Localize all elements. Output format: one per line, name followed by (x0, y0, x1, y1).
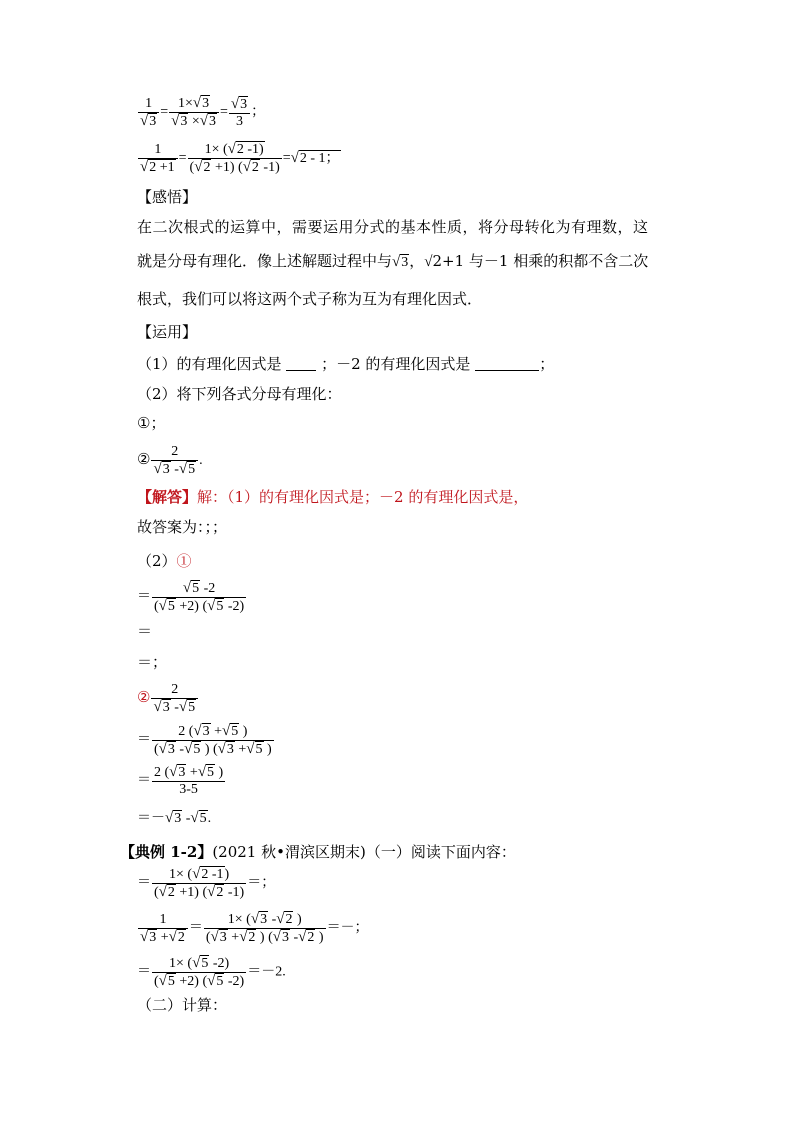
example-header (120, 843, 516, 861)
text: ； (539, 355, 555, 373)
yunyong-q2: （2）将下列各式分母有理化： (137, 385, 342, 403)
fraction: $\frac{2}{√3 -√5}$ (151, 682, 198, 716)
text: ， (409, 252, 425, 270)
answer-item2-step2 (137, 764, 226, 798)
text: . (199, 453, 203, 469)
text: ＝－ (137, 811, 165, 826)
answer-item2-result: ＝－√3 -√5. (137, 810, 212, 826)
answer-item2-step1 (137, 723, 275, 758)
fraction: $\frac{2}{√3 -√5}$ (151, 444, 198, 478)
circled-2: ② (137, 452, 151, 469)
denominator: 3 (209, 114, 217, 129)
answer-fill: 故答案为：；； (137, 518, 228, 536)
blank[interactable] (286, 370, 316, 371)
numerator: 2 (151, 682, 198, 699)
answer-label: 【解答】 (137, 488, 198, 506)
intro-eq1: $\frac{1}{√3}$ = $\frac{1\times√3}{√3 \times√3}$ = $\frac{√3}{3}$ ； (140, 95, 266, 129)
text: ＝； (247, 875, 276, 891)
example-line2: $\frac{1}{√3 +√2}$ ＝ $\frac{1\times (√3 -√2 )}{(√3 +√2 ) (√3 -√2 )}$ ＝－； (140, 911, 369, 945)
example-part2: （二）计算： (137, 996, 228, 1014)
text: ＝－； (326, 920, 369, 936)
fraction: $\frac{2 (√3 +√5 )}{(√3 -√5 ) (√3 +√5 )}$ (154, 723, 272, 757)
denominator: 2 +1 (149, 159, 175, 175)
yunyong-title: 【运用】 (137, 323, 198, 341)
example-source: (2021 秋•渭滨区期末)（一）阅读下面内容： (212, 843, 516, 861)
numerator: 3 (240, 96, 248, 112)
result: 2 - 1； (299, 150, 340, 166)
fraction: $\frac{1\times√3}{√3 \times√3}$ (169, 95, 219, 130)
equals: ＝ (137, 589, 151, 605)
answer-line (137, 488, 528, 506)
fraction: $\frac{1\times (√2 -1)}{(√2 +1) (√2 -1)}$ (189, 141, 280, 175)
denominator: 3 (180, 114, 188, 129)
fraction: $\frac{1\times (√5 -2)}{(√5 +2) (√5 -2)}$ (154, 955, 245, 989)
answer-text: 解：（1）的有理化因式是；－2 的有理化因式是， (197, 488, 529, 506)
fraction: $\frac{1}{√3 +√2}$ (138, 912, 188, 946)
example-line1: ＝ $\frac{1\times (√2 -1)}{(√2 +1) (√2 -1)}$ ＝； (137, 866, 276, 900)
text: （2） (137, 552, 177, 570)
answer-item2 (137, 682, 199, 716)
denominator: 3 (149, 113, 157, 129)
ganwu-p1: 在二次根式的运算中，需要运用分式的基本性质，将分母转化为有理数，这 (137, 218, 649, 236)
ganwu-title: 【感悟】 (137, 188, 198, 206)
circled-1: ① (176, 552, 192, 570)
example-line3: ＝ $\frac{1\times (√5 -2)}{(√5 +2) (√5 -2)}$ ＝－2. (137, 955, 286, 989)
fraction: $\frac{√5 -2}{(√5 +2) (√5 -2)}$ (154, 580, 245, 614)
fraction: $\frac{1}{√2 +1}$ (138, 142, 178, 176)
numerator: 1× (178, 96, 193, 111)
yunyong-item1: ①； (137, 414, 166, 432)
text: 2+1 与－1 相乘的积都不含二次 (432, 252, 649, 270)
answer-step3: ＝； (137, 653, 168, 671)
intro-eq2: $\frac{1}{√2 +1}$ = $\frac{1\times (√2 -1)}{(√2 +1) (√2 -1)}$ =√2 - 1； (140, 141, 340, 175)
fraction: $\frac{1\times (√3 -√2 )}{(√3 +√2 ) (√3 -√2 )}$ (205, 911, 324, 945)
example-label: 【典例 1-2】 (120, 843, 213, 861)
equals: ＝ (137, 732, 151, 748)
denominator: 3-5 (179, 782, 198, 797)
fraction: $\frac{2 (√3 +√5 )}{3-5}$ (154, 764, 224, 797)
text: （1）的有理化因式是 (137, 355, 282, 373)
fraction: $\frac{1\times (√2 -1)}{(√2 +1) (√2 -1)}$ (154, 866, 245, 900)
fraction: $\frac{√3}{3}$ (229, 96, 250, 130)
numerator: 2 (151, 444, 198, 461)
text: ＝－2. (247, 964, 286, 980)
text: ；－2 的有理化因式是 (321, 355, 471, 373)
denominator: ( (189, 160, 195, 175)
numerator: 1 (138, 142, 178, 159)
numerator: 1× ( (204, 142, 228, 157)
ganwu-p3: 根式，我们可以将这两个式子称为互为有理化因式． (137, 290, 483, 308)
circled-2: ② (137, 690, 151, 707)
yunyong-q1 (137, 355, 554, 373)
answer-step1 (137, 580, 247, 615)
yunyong-item2 (137, 444, 203, 478)
answer-part2 (137, 552, 192, 570)
fraction: $\frac{1}{√3}$ (138, 96, 159, 130)
blank[interactable] (475, 370, 539, 371)
equals: ＝ (137, 773, 151, 789)
ganwu-p2: 就是分母有理化．像上述解题过程中与√3，√2+1 与－1 相乘的积都不含二次 (137, 252, 649, 270)
numerator-rad: 2 -1) (236, 142, 264, 157)
text: 就是分母有理化．像上述解题过程中与 (137, 252, 393, 270)
denominator: 3 (236, 113, 244, 129)
answer-step2: ＝ (137, 622, 153, 640)
numerator: 1 (138, 96, 159, 113)
